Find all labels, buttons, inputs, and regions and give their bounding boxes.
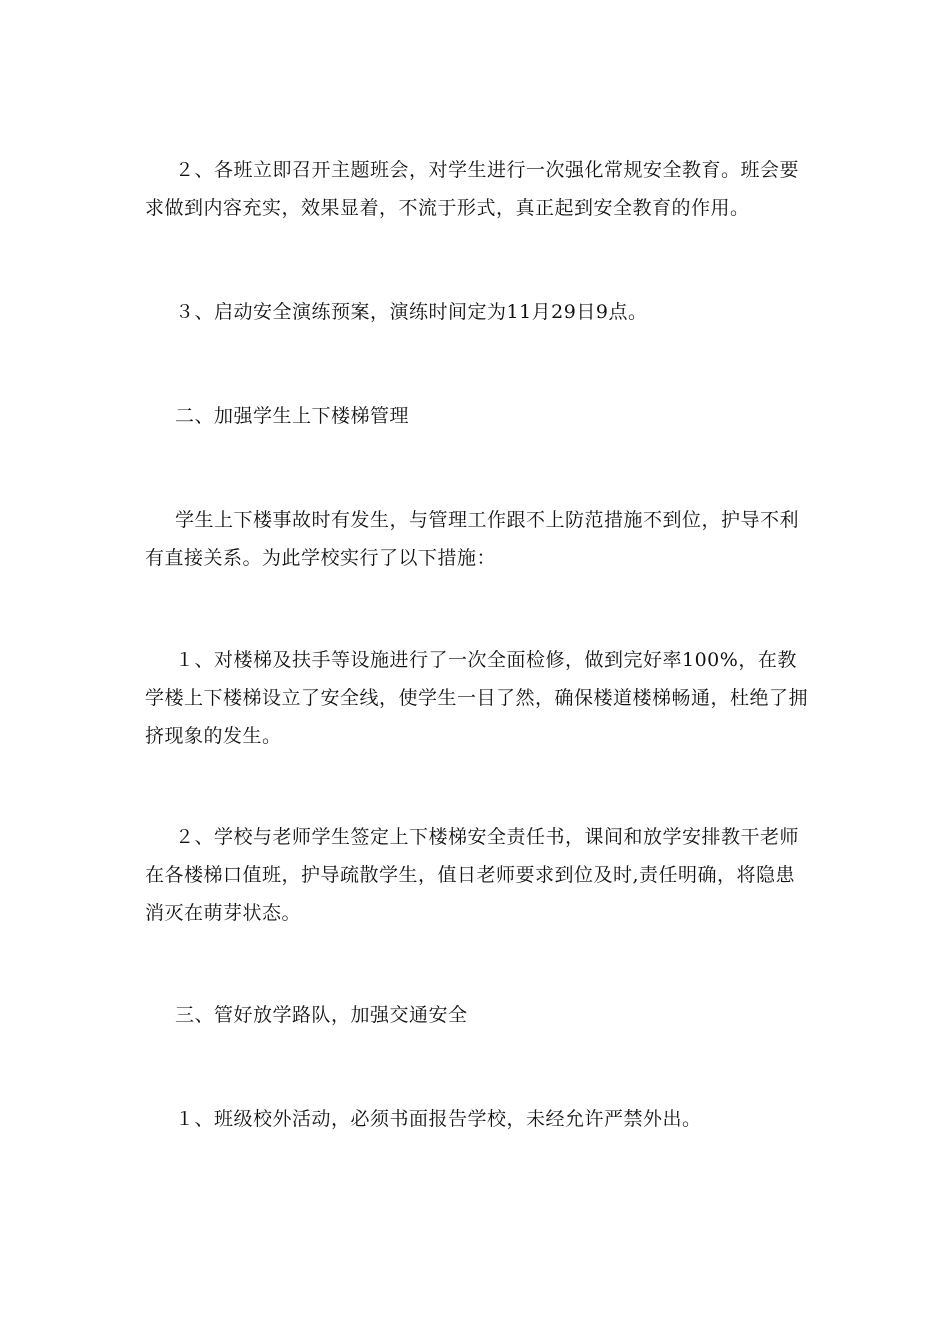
paragraph-outside-activity: １、班级校外活动，必须书面报告学校，未经允许严禁外出。 [175,1108,702,1130]
paragraph-stairs-intro: 学生上下楼事故时有发生，与管理工作跟不上防范措施不到位，护导不利有直接关系。为此学校实行了以下措施： [145,509,800,569]
section-heading-traffic: 三、管好放学路队，加强交通安全 [175,1004,468,1026]
paragraph-class-meeting: ２、各班立即召开主题班会，对学生进行一次强化常规安全教育。班会要求做到内容充实，效果显着，不流于形式，真正起到安全教育的作用。 [145,159,800,219]
section-heading-stairs: 二、加强学生上下楼梯管理 [175,405,410,427]
paragraph-stairs-repair: １、对楼梯及扶手等设施进行了一次全面检修，做到完好率100%，在教学楼上下楼梯设立了安全线，使学生一目了然，确保楼道楼梯畅通，杜绝了拥挤现象的发生。 [145,649,809,747]
paragraph-stairs-duty: ２、学校与老师学生签定上下楼梯安全责任书，课间和放学安排教干老师在各楼梯口值班，护导疏散学生，值日老师要求到位及时,责任明确，将隐患消灭在萌芽状态。 [145,826,800,924]
paragraph-drill-plan: ３、启动安全演练预案，演练时间定为11月29日9点。 [175,301,648,323]
